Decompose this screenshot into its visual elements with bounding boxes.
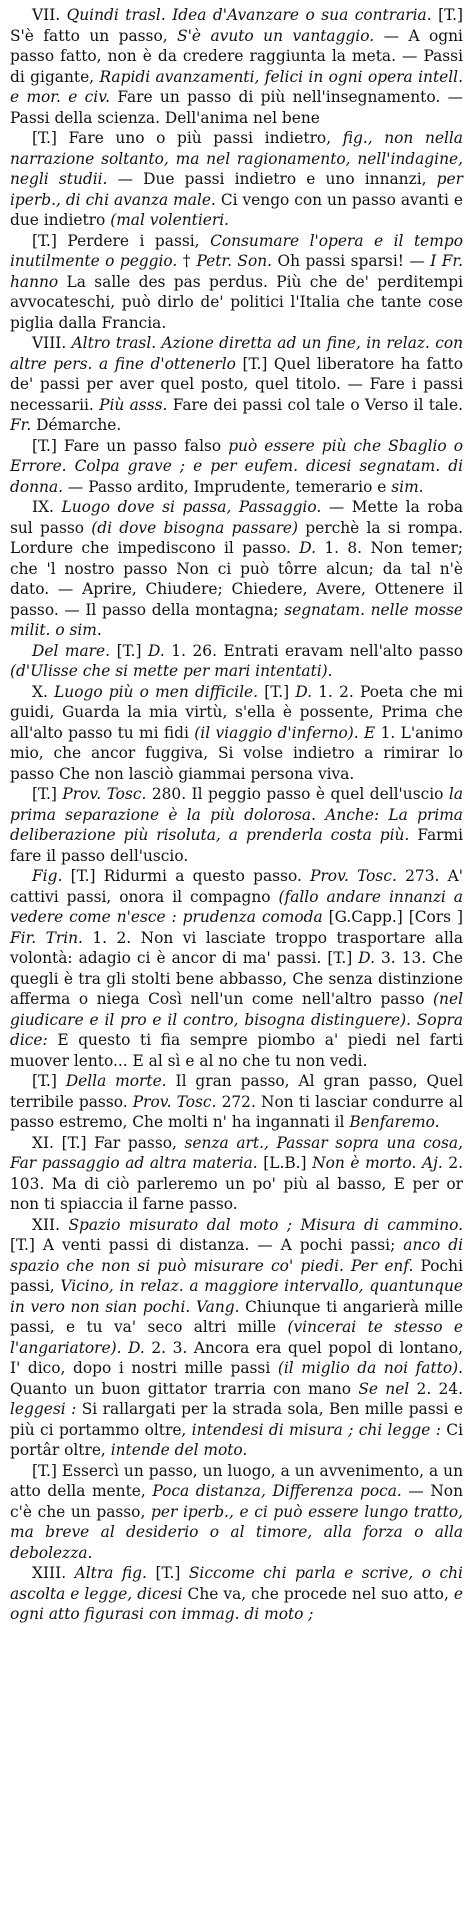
italic-gloss: e ogni atto figurasi con immag. di moto ; xyxy=(10,1584,463,1623)
entry-text: 2. 3. Ancora era quel popol di lontano, I' dico, dopo i nostri mille passi xyxy=(10,1338,463,1377)
italic-gloss: Vicino, in relaz. a maggiore intervallo, quantunque in vero non sian pochi. Vang. xyxy=(10,1277,464,1316)
entry-text: Si rallargati per la strada sola, Ben mille passi e più ci portammo oltre, xyxy=(10,1400,463,1439)
entry-text: [T.] xyxy=(146,1564,189,1582)
italic-gloss: Benfaremo. xyxy=(349,1113,440,1131)
entry-text: Che va, che procede nel suo atto, xyxy=(182,1584,454,1603)
entry-text: La salle des pas perdus. Più che de' perditempi avvocateschi, può dirlo de' politici l'Italia che tante cose piglia dalla Francia. xyxy=(10,272,463,332)
entry-text: [T.] xyxy=(32,785,63,803)
italic-gloss: (nel giudicare e il pro e il contro, bisogna distinguere). xyxy=(10,990,463,1029)
entry-text: Il gran passo, Al gran passo, Quel terribile passo. xyxy=(10,1072,464,1111)
entry-text: Oh passi sparsi! — xyxy=(272,252,431,270)
italic-gloss: Fr. xyxy=(10,416,32,434)
entry-paragraph xyxy=(10,866,463,1071)
italic-gloss: leggesi : xyxy=(10,1400,77,1418)
entry-paragraph xyxy=(10,1071,463,1133)
italic-gloss: Della morte. xyxy=(65,1072,167,1090)
entry-text: Chiunque ti angarierà mille passi, e tu va' seco altri mille xyxy=(10,1297,464,1336)
italic-gloss: intendesi di misura ; chi legge : xyxy=(191,1420,441,1439)
entry-text: XI. [T.] Far passo, xyxy=(32,1133,185,1152)
entry-text: XII. xyxy=(32,1215,69,1234)
entry-text: IX. xyxy=(32,498,62,516)
entry-paragraph xyxy=(10,436,463,498)
entry-text: — A ogni passo fatto, non è da credere raggiunta la meta. — Passi di gigante, xyxy=(10,26,463,86)
entry-text: 272. Non ti lasciar condurre al passo estremo, Che molti n' ha ingannati il xyxy=(10,1092,463,1131)
italic-gloss: I Fr. hanno xyxy=(10,252,463,291)
italic-gloss: S'è avuto un vantaggio. xyxy=(177,26,375,45)
italic-gloss: per iperb., di chi avanza male. xyxy=(10,170,463,209)
italic-gloss: Consumare l'opera e il tempo inutilmente o peggio. xyxy=(10,231,463,270)
entry-paragraph xyxy=(10,231,463,334)
italic-gloss: E xyxy=(364,723,376,742)
entry-text: X. xyxy=(32,682,55,701)
italic-gloss: sim. xyxy=(391,477,424,496)
italic-gloss: Del mare. xyxy=(32,641,111,660)
entry-text: 3. 13. Che quegli è tra gli stolti bene abbasso, Che senza distinzione afferma o niega Così nell'un come nell'altro passo xyxy=(10,949,463,1008)
italic-gloss: (il miglio da noi fatto). xyxy=(277,1359,463,1377)
entry-text: 1. 8. Non temer; che 'l nostro passo Non ci può tôrre alcun; da tal n'è dato. — Aprire, Chiudere; Chiedere, Avere, Ottenere il passo. — Il passo della montagna; xyxy=(10,539,463,619)
italic-gloss: Quindi trasl. Idea d'Avanzare o sua contraria. xyxy=(66,6,432,24)
entry-text: [G.Capp.] [Cors ] xyxy=(322,908,463,926)
entry-text: [T.] xyxy=(258,682,296,701)
italic-gloss: Sopra dice: xyxy=(10,1010,463,1049)
entry-text: [T.] A venti passi di distanza. — A pochi passi; xyxy=(10,1236,404,1254)
italic-gloss: Altra fig. xyxy=(74,1564,147,1582)
italic-gloss: Luogo dove si passa, Passaggio. xyxy=(61,498,322,516)
italic-gloss: Non è morto. Aj. xyxy=(312,1154,443,1172)
entry-text: Pochi passi, xyxy=(10,1256,463,1295)
italic-gloss: D. xyxy=(128,1338,145,1357)
entry-text: 2. 103. Ma di ciò parleremo un po' più al basso, E per or non ti spiaccia il farne passo. xyxy=(10,1154,464,1213)
entry-text: [T.] xyxy=(32,1072,66,1090)
italic-gloss: fig., non nella narrazione soltanto, ma nel ragionamento, nell'indagine, negli studii. xyxy=(10,129,463,188)
entry-text: Fare dei passi col tale o Verso il tale. xyxy=(167,395,463,414)
italic-gloss: (mal volentieri. xyxy=(110,211,230,229)
entry-text: 2. 24. xyxy=(409,1379,463,1398)
entry-paragraph xyxy=(10,333,463,436)
entry-text: † xyxy=(177,252,197,270)
italic-gloss: intende del moto. xyxy=(110,1441,248,1459)
entry-paragraph xyxy=(10,682,463,785)
entry-text: — Non c'è che un passo, xyxy=(10,1482,463,1521)
italic-gloss: Spazio misurato dal moto ; Misura di cammino. xyxy=(68,1215,463,1234)
entry-text: E questo ti fia sempre piombo a' piedi nel farti muover lento... E al sì e al no che tu non vedi. xyxy=(10,1031,463,1070)
italic-gloss: Più asss. xyxy=(99,395,168,414)
entry-paragraph xyxy=(10,497,463,641)
italic-gloss: D. xyxy=(358,949,375,967)
italic-gloss: per iperb., e ci può essere lungo tratto, ma breve al desiderio o al timore, alla forza o alla debolezza. xyxy=(10,1502,463,1562)
italic-gloss: Fig. xyxy=(32,867,63,885)
italic-gloss: (d'Ulisse che si mette per mari intentati). xyxy=(10,662,333,680)
entry-text: [T.] Essercì un passo, un luogo, a un avvenimento, a un atto della mente, xyxy=(10,1461,463,1500)
entry-text: Ci vengo con un passo avanti e due indietro xyxy=(10,190,463,229)
italic-gloss: Fir. Trin. xyxy=(10,928,83,947)
italic-gloss: la prima separazione è la più dolorosa. Anche: La prima deliberazione più risoluta, a prenderla costa più. xyxy=(10,785,463,844)
entry-paragraph xyxy=(10,641,463,682)
entry-text: [T.] Perdere i passi, xyxy=(32,231,211,250)
entry-paragraph xyxy=(10,1461,463,1564)
italic-gloss: Prov. Tosc. xyxy=(310,867,397,885)
italic-gloss: senza art., Passar sopra una cosa, Far passaggio ad altra materia. xyxy=(10,1133,463,1172)
italic-gloss: Petr. Son. xyxy=(196,252,273,270)
entry-text: — Mette la roba sul passo xyxy=(10,498,463,537)
italic-gloss: (fallo andare innanzi a vedere come n'esce : prudenza comoda xyxy=(10,887,463,926)
entry-text: [T.] Fare uno o più passi indietro, xyxy=(32,129,343,147)
entry-text: [L.B.] xyxy=(257,1154,313,1172)
entry-text: 1. 2. Poeta che mi guidi, Guarda la mia virtù, s'ella è possente, Prima che all'alto passo tu mi fidi xyxy=(10,682,464,742)
entry-text: perchè la si rompa. Lordure che impediscono il passo. xyxy=(10,518,463,557)
entry-text: 280. Il peggio passo è quel dell'uscio xyxy=(146,785,449,803)
entry-paragraph xyxy=(10,128,463,231)
italic-gloss: D. xyxy=(295,682,313,701)
italic-gloss: Rapidi avanzamenti, felici in ogni opera intell. e mor. e civ. xyxy=(10,67,463,106)
italic-gloss: Se nel xyxy=(358,1379,410,1398)
italic-gloss: Altro trasl. Azione diretta ad un fine, in relaz. con altre pers. a fine d'ottenerlo xyxy=(10,334,464,373)
entry-paragraph xyxy=(10,784,463,866)
entry-text: Démarche. xyxy=(31,416,122,434)
italic-gloss: Prov. Tosc. xyxy=(132,1092,217,1111)
entry-text: [T.] Fare un passo falso xyxy=(32,436,229,455)
italic-gloss: anco di spazio che non si può misurare co' piedi. Per enf. xyxy=(10,1236,464,1275)
entry-paragraph xyxy=(10,5,463,128)
italic-gloss: Luogo più o men difficile. xyxy=(54,682,259,701)
entry-text: [T.] Quel liberatore ha fatto de' passi per aver quel posto, quel titolo. — Fare i passi necessarii. xyxy=(10,354,463,414)
entry-text: [T.] xyxy=(110,641,149,660)
entry-paragraph xyxy=(10,1133,463,1215)
entry-paragraph xyxy=(10,1215,463,1461)
italic-gloss: D. xyxy=(299,539,316,557)
entry-text: 273. A' cattivi passi, onora il compagno xyxy=(10,867,463,906)
entry-text: Ci portâr oltre, xyxy=(10,1420,463,1459)
italic-gloss: Poca distanza, Differenza poca. xyxy=(152,1482,402,1500)
italic-gloss: (il viaggio d'inferno). xyxy=(194,723,359,742)
entry-text: [T.] Ridurmi a questo passo. xyxy=(62,867,311,885)
entry-paragraph xyxy=(10,1563,463,1625)
italic-gloss: D. xyxy=(148,641,165,660)
italic-gloss: Siccome chi parla e scrive, o chi ascolta e legge, dicesi xyxy=(10,1564,463,1603)
italic-gloss: (vincerai te stesso e l'angariatore). xyxy=(10,1318,463,1357)
italic-gloss: (di dove bisogna passare) xyxy=(91,518,299,537)
italic-gloss: segnatam. nelle mosse milit. o sim. xyxy=(10,600,463,639)
entry-text: Farmi fare il passo dell'uscio. xyxy=(10,826,464,865)
italic-gloss: può essere più che Sbaglio o Errore. Colpa grave ; e per eufem. dicesi segnatam. di donna. xyxy=(10,436,463,496)
entry-text: XIII. xyxy=(32,1564,75,1582)
entry-text: 1. 2. Non vi lasciate troppo trasportare alla volontà: adagio ci è ancor di ma' passi. [T.] xyxy=(10,928,463,967)
entry-text: 1. 26. Entrati eravam nell'alto passo xyxy=(164,641,463,660)
entry-text: VII. xyxy=(32,6,67,24)
entry-text: VIII. xyxy=(32,334,72,352)
entry-text: [T.] S'è fatto un passo, xyxy=(10,6,463,45)
italic-gloss: Prov. Tosc. xyxy=(62,785,147,803)
entry-text: Quanto un buon gittator trarria con mano xyxy=(10,1379,359,1398)
entry-text: — Passo ardito, Imprudente, temerario e xyxy=(63,477,392,496)
entry-text: — Due passi indietro e uno innanzi, xyxy=(107,170,437,188)
entry-text: 1. L'animo mio, che ancor fuggiva, Si volse indietro a rimirar lo passo Che non lasciò giammai persona viva. xyxy=(10,723,463,783)
entry-text: Fare un passo di più nell'insegnamento. — Passi della scienza. Dell'anima nel bene xyxy=(10,88,463,127)
